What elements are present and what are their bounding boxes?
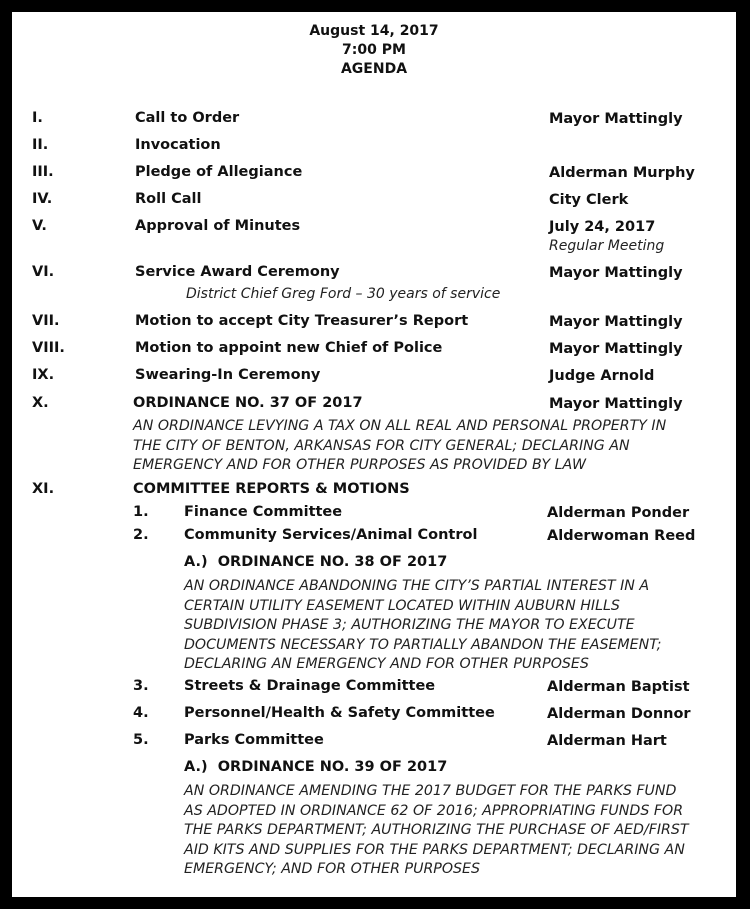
item-number: VIII. [32, 340, 65, 356]
committee-presenter: Alderwoman Reed [547, 528, 696, 544]
item-number: X. [32, 395, 49, 411]
description-line: THE PARKS DEPARTMENT; AUTHORIZING THE PURCHASE OF AED/FIRST [184, 822, 689, 838]
description-line: AN ORDINANCE LEVYING A TAX ON ALL REAL AND PERSONAL PROPERTY IN [133, 418, 667, 434]
item-number: VI. [32, 264, 55, 280]
description-line: THE CITY OF BENTON, ARKANSAS FOR CITY GENERAL; DECLARING AN [133, 437, 630, 454]
item-title: Invocation [135, 137, 221, 153]
item-title: Motion to appoint new Chief of Police [135, 340, 443, 356]
ordinance-description [184, 782, 689, 880]
item-presenter: Mayor Mattingly [549, 396, 683, 412]
committee-presenter: Alderman Ponder [547, 505, 690, 521]
description-line: AN ORDINANCE ABANDONING THE CITY’S PARTIAL INTEREST IN A [184, 578, 650, 594]
item-presenter: Alderman Murphy [549, 165, 695, 181]
ordinance-description [184, 577, 661, 675]
item-title: Approval of Minutes [135, 218, 301, 234]
agenda-page [12, 12, 736, 897]
committee-title: Parks Committee [184, 732, 324, 748]
committee-number: 5. [133, 732, 149, 748]
item-number: VII. [32, 313, 60, 329]
item-presenter: Mayor Mattingly [549, 265, 683, 281]
committee-number: 4. [133, 705, 149, 721]
item-presenter: July 24, 2017 [549, 219, 656, 235]
committee-presenter: Alderman Baptist [547, 679, 690, 695]
committee-title: Community Services/Animal Control [184, 527, 478, 543]
agenda-header [12, 22, 736, 79]
committee-title: Streets & Drainage Committee [184, 678, 436, 694]
item-number: I. [32, 110, 43, 126]
description-line: EMERGENCY AND FOR OTHER PURPOSES AS PROVIDED BY LAW [133, 457, 587, 473]
item-title: ORDINANCE NO. 37 OF 2017 [133, 395, 363, 411]
description-line: AID KITS AND SUPPLIES FOR THE PARKS DEPARTMENT; DECLARING AN [184, 841, 685, 858]
committee-presenter: Alderman Hart [547, 733, 667, 749]
ordinance-title: A.) ORDINANCE NO. 38 OF 2017 [184, 554, 448, 570]
agenda-title: AGENDA [340, 61, 408, 77]
description-line: AN ORDINANCE AMENDING THE 2017 BUDGET FOR THE PARKS FUND [184, 783, 677, 799]
description-line: SUBDIVISION PHASE 3; AUTHORIZING THE MAYOR TO EXECUTE [184, 617, 635, 633]
item-presenter: City Clerk [549, 192, 629, 208]
description-line: CERTAIN UTILITY EASEMENT LOCATED WITHIN AUBURN HILLS [184, 597, 620, 614]
item-presenter: Mayor Mattingly [549, 111, 683, 127]
ordinance-description [133, 417, 666, 476]
meeting-time: 7:00 PM [342, 42, 406, 58]
item-title: Service Award Ceremony [135, 264, 340, 280]
item-presenter: Mayor Mattingly [549, 341, 683, 357]
item-number: IV. [32, 191, 53, 207]
item-number: III. [32, 164, 54, 180]
item-title: Call to Order [135, 110, 240, 126]
item-number: XI. [32, 481, 55, 497]
item-number: II. [32, 137, 49, 153]
item-title: Roll Call [135, 191, 202, 207]
committee-number: 1. [133, 504, 149, 520]
committee-presenter: Alderman Donnor [547, 706, 691, 722]
committee-title: Finance Committee [184, 504, 343, 520]
item-number: V. [32, 218, 47, 234]
item-presenter: Mayor Mattingly [549, 314, 683, 330]
description-line: AS ADOPTED IN ORDINANCE 62 OF 2016; APPROPRIATING FUNDS FOR [184, 802, 684, 819]
item-presenter: Judge Arnold [549, 368, 655, 384]
description-line: DECLARING AN EMERGENCY AND FOR OTHER PURPOSES [184, 656, 589, 672]
item-title: Pledge of Allegiance [135, 164, 303, 180]
committee-number: 2. [133, 527, 149, 543]
item-title: Motion to accept City Treasurer’s Report [135, 313, 469, 329]
description-line: EMERGENCY; AND FOR OTHER PURPOSES [184, 861, 481, 877]
item-title: Swearing-In Ceremony [135, 367, 321, 383]
item-title: COMMITTEE REPORTS & MOTIONS [133, 481, 410, 497]
meeting-date: August 14, 2017 [309, 23, 439, 39]
committee-number: 3. [133, 678, 149, 694]
item-note: District Chief Greg Ford – 30 years of service [186, 286, 501, 302]
committee-title: Personnel/Health & Safety Committee [184, 705, 495, 721]
description-line: DOCUMENTS NECESSARY TO PARTIALLY ABANDON THE EASEMENT; [184, 636, 662, 653]
item-number: IX. [32, 367, 55, 383]
item-presenter-note: Regular Meeting [549, 238, 665, 254]
ordinance-title: A.) ORDINANCE NO. 39 OF 2017 [184, 759, 448, 775]
